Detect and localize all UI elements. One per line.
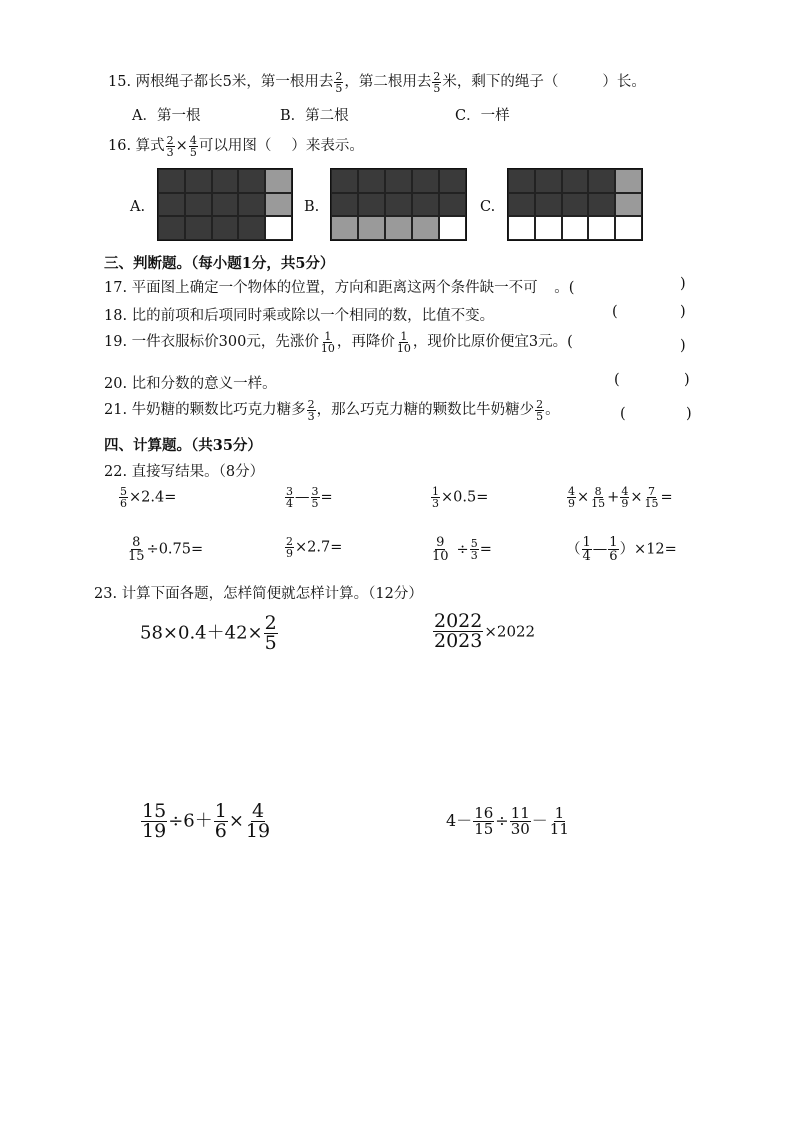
fraction bbox=[307, 399, 316, 422]
operator: = bbox=[320, 489, 333, 506]
fraction bbox=[320, 331, 336, 354]
figure-label-c: C. bbox=[480, 199, 496, 215]
numerator: 9 bbox=[436, 535, 445, 550]
operator: = bbox=[660, 489, 673, 506]
figure-cell-dark bbox=[212, 216, 239, 240]
question-text: 两根绳子都长5米，第一根用去 bbox=[135, 74, 334, 90]
question-18 bbox=[104, 304, 494, 325]
question-22 bbox=[104, 460, 264, 481]
fraction bbox=[264, 614, 278, 653]
numerator: 2 bbox=[536, 397, 544, 411]
figure-cell-grey bbox=[331, 216, 358, 240]
figure-cell-dark bbox=[238, 193, 265, 217]
numerator: 1 bbox=[324, 329, 332, 343]
operator: — bbox=[295, 489, 310, 506]
fraction bbox=[510, 806, 531, 837]
figure-cell-dark bbox=[331, 193, 358, 217]
numerator: 4 bbox=[251, 800, 265, 822]
expr-23-2[interactable] bbox=[432, 612, 535, 651]
fraction bbox=[535, 399, 544, 422]
expr-22-1[interactable] bbox=[118, 486, 176, 509]
fraction bbox=[567, 486, 576, 509]
figure-label-b: B. bbox=[304, 199, 320, 215]
question-text: 米，剩下的绳子（ bbox=[442, 74, 559, 90]
question-number: 20. bbox=[104, 376, 128, 392]
figure-cell-dark bbox=[212, 193, 239, 217]
question-16 bbox=[108, 134, 364, 158]
denominator: 19 bbox=[142, 820, 167, 842]
expression-text: ）×12= bbox=[619, 541, 677, 558]
question-20 bbox=[104, 372, 277, 393]
fraction bbox=[431, 536, 450, 563]
question-number: 15. bbox=[108, 74, 132, 90]
question-text: 平面图上确定一个物体的位置，方向和距离这两个条件缺一不可 bbox=[131, 280, 538, 296]
numerator: 8 bbox=[132, 535, 141, 550]
fraction bbox=[473, 806, 494, 837]
expression-text: ×0.5= bbox=[441, 489, 489, 506]
fraction bbox=[311, 486, 320, 509]
fraction bbox=[245, 802, 271, 841]
denominator: 15 bbox=[644, 497, 659, 510]
question-text: 直接写结果。（8分） bbox=[131, 464, 265, 480]
numerator: 1 bbox=[432, 485, 439, 498]
denominator: 4 bbox=[582, 549, 591, 564]
fraction bbox=[285, 486, 294, 509]
operator: × bbox=[577, 489, 590, 506]
question-text: ）来表示。 bbox=[291, 138, 364, 154]
expr-22-2[interactable] bbox=[284, 486, 333, 509]
expr-22-6[interactable] bbox=[284, 536, 342, 559]
figure-cell-grey bbox=[265, 193, 292, 217]
denominator: 30 bbox=[510, 820, 530, 838]
figure-a[interactable] bbox=[157, 168, 293, 241]
figure-cell-dark bbox=[588, 193, 615, 217]
denominator: 10 bbox=[396, 341, 411, 355]
numerator: 5 bbox=[120, 485, 127, 498]
expr-23-1[interactable] bbox=[140, 614, 279, 653]
answer-open-paren[interactable]: ( bbox=[612, 304, 618, 320]
operator: － bbox=[531, 811, 548, 830]
figure-cell-dark bbox=[535, 169, 562, 193]
question-number: 16. bbox=[108, 138, 132, 154]
question-text: ，那么巧克力糖的颗数比牛奶糖少 bbox=[316, 402, 535, 418]
fraction bbox=[285, 536, 294, 559]
fraction bbox=[141, 802, 167, 841]
figure-cell-dark bbox=[158, 216, 185, 240]
denominator: 3 bbox=[307, 409, 315, 423]
question-text: 牛奶糖的颗数比巧克力糖多 bbox=[131, 402, 306, 418]
fraction bbox=[590, 486, 606, 509]
expr-22-8[interactable] bbox=[566, 536, 677, 563]
figure-cell-dark bbox=[185, 169, 212, 193]
question-text: 。( bbox=[554, 280, 575, 296]
expr-23-4[interactable] bbox=[446, 806, 571, 837]
numerator: 4 bbox=[568, 485, 575, 498]
expression-text: ×2.4= bbox=[129, 489, 177, 506]
figure-cell-dark bbox=[439, 193, 466, 217]
question-number: 19. bbox=[104, 334, 128, 350]
fraction bbox=[334, 71, 343, 94]
expr-22-7[interactable] bbox=[430, 536, 492, 563]
numerator: 1 bbox=[400, 329, 408, 343]
expression-text: ÷6＋ bbox=[168, 810, 213, 832]
numerator: 7 bbox=[647, 485, 655, 498]
denominator: 2023 bbox=[434, 630, 483, 652]
fraction bbox=[396, 331, 412, 354]
operator: × bbox=[630, 489, 643, 506]
figure-cell-dark bbox=[562, 193, 589, 217]
denominator: 15 bbox=[474, 820, 494, 838]
fraction bbox=[643, 486, 659, 509]
option-a[interactable]: A．第一根 bbox=[132, 108, 201, 124]
figure-cell-white bbox=[265, 216, 292, 240]
numerator: 1 bbox=[609, 535, 618, 550]
figure-cell-dark bbox=[238, 216, 265, 240]
denominator: 5 bbox=[264, 632, 277, 654]
expr-22-3[interactable] bbox=[430, 486, 488, 509]
numerator: 3 bbox=[311, 485, 319, 498]
denominator: 4 bbox=[286, 497, 293, 510]
numerator: 2 bbox=[286, 535, 293, 548]
numerator: 4 bbox=[621, 485, 629, 498]
numerator: 3 bbox=[286, 485, 293, 498]
denominator: 3 bbox=[470, 549, 478, 562]
question-text: 一件衣服标价300元，先涨价 bbox=[131, 334, 319, 350]
fraction bbox=[127, 536, 146, 563]
numerator: 1 bbox=[214, 800, 227, 822]
figure-cell-dark bbox=[158, 193, 185, 217]
fraction bbox=[470, 538, 479, 561]
question-text: 可以用图（ bbox=[198, 138, 272, 154]
figure-cell-dark bbox=[238, 169, 265, 193]
expression-text: ÷0.75= bbox=[146, 541, 204, 558]
figure-cell-dark bbox=[212, 169, 239, 193]
figure-cell-dark bbox=[439, 169, 466, 193]
numerator: 5 bbox=[470, 537, 478, 550]
fraction bbox=[582, 536, 592, 563]
figure-cell-dark bbox=[562, 169, 589, 193]
denominator: 9 bbox=[286, 547, 293, 560]
figure-cell-dark bbox=[412, 193, 439, 217]
question-19 bbox=[104, 330, 573, 354]
operator: + bbox=[607, 489, 620, 506]
option-b[interactable]: B．第二根 bbox=[280, 108, 349, 124]
section-4-heading: 四、计算题。（共35分） bbox=[104, 437, 262, 454]
answer-open-paren[interactable]: ( bbox=[620, 406, 626, 422]
expression-text: ×2.7= bbox=[295, 539, 343, 556]
numerator: 2022 bbox=[434, 610, 483, 632]
fraction bbox=[214, 802, 228, 841]
figure-cell-grey bbox=[265, 169, 292, 193]
denominator: 3 bbox=[166, 145, 174, 159]
numerator: 2 bbox=[335, 69, 343, 83]
numerator: 8 bbox=[594, 485, 602, 498]
denominator: 15 bbox=[128, 549, 145, 564]
numerator: 16 bbox=[474, 804, 494, 822]
question-text: ，再降价 bbox=[336, 334, 395, 350]
question-text: 比的前项和后项同时乘或除以一个相同的数，比值不变。 bbox=[131, 308, 495, 324]
figure-cell-white bbox=[615, 216, 642, 240]
numerator: 15 bbox=[142, 800, 167, 822]
operator: × bbox=[175, 138, 188, 154]
denominator: 15 bbox=[591, 497, 606, 510]
figure-cell-grey bbox=[385, 216, 412, 240]
figure-cell-dark bbox=[158, 169, 185, 193]
figure-cell-grey bbox=[615, 169, 642, 193]
question-text: ）长。 bbox=[602, 74, 646, 90]
figure-cell-dark bbox=[358, 193, 385, 217]
figure-cell-dark bbox=[535, 193, 562, 217]
fraction bbox=[608, 536, 618, 563]
figure-cell-dark bbox=[331, 169, 358, 193]
question-23 bbox=[94, 582, 423, 603]
operator: = bbox=[479, 541, 492, 558]
numerator: 2 bbox=[307, 397, 315, 411]
figure-cell-white bbox=[588, 216, 615, 240]
expr-22-5[interactable] bbox=[126, 536, 203, 563]
question-text: 计算下面各题，怎样简便就怎样计算。（12分） bbox=[121, 586, 423, 602]
answer-open-paren[interactable]: ( bbox=[614, 372, 620, 388]
question-number: 17. bbox=[104, 280, 128, 296]
figure-cell-grey bbox=[412, 216, 439, 240]
answer-close-paren[interactable]: ) bbox=[684, 372, 690, 388]
numerator: 2 bbox=[433, 69, 441, 83]
figure-cell-dark bbox=[412, 169, 439, 193]
figure-cell-dark bbox=[508, 169, 535, 193]
question-text: 。 bbox=[545, 402, 560, 418]
fraction bbox=[433, 612, 483, 651]
figure-cell-grey bbox=[615, 193, 642, 217]
question-15 bbox=[108, 70, 646, 94]
numerator: 2 bbox=[166, 133, 174, 147]
operator: × bbox=[228, 810, 244, 832]
denominator: 5 bbox=[335, 81, 343, 95]
figure-c[interactable] bbox=[507, 168, 643, 241]
numerator: 2 bbox=[264, 612, 277, 634]
numerator: 1 bbox=[582, 535, 591, 550]
fraction bbox=[549, 806, 570, 837]
denominator: 10 bbox=[320, 341, 335, 355]
answer-close-paren[interactable]: ) bbox=[686, 406, 692, 422]
denominator: 9 bbox=[568, 497, 575, 510]
denominator: 5 bbox=[189, 145, 197, 159]
section-3-heading: 三、判断题。（每小题1分，共5分） bbox=[104, 255, 335, 272]
expr-23-3[interactable] bbox=[140, 802, 272, 841]
operator: ÷ bbox=[456, 541, 469, 558]
option-c[interactable]: C．一样 bbox=[455, 108, 510, 124]
expression-text: 58×0.4＋42× bbox=[140, 622, 263, 644]
expression-text: ×2022 bbox=[484, 622, 536, 641]
figure-cell-dark bbox=[385, 169, 412, 193]
question-number: 21. bbox=[104, 402, 128, 418]
fraction bbox=[189, 135, 198, 158]
denominator: 11 bbox=[549, 820, 569, 838]
question-text: ，第二根用去 bbox=[344, 74, 432, 90]
question-17 bbox=[104, 276, 574, 297]
denominator: 6 bbox=[214, 820, 227, 842]
fraction bbox=[166, 135, 175, 158]
figure-cell-dark bbox=[588, 169, 615, 193]
answer-close-paren[interactable]: ) bbox=[680, 338, 686, 354]
expression-text: 4－ bbox=[446, 811, 473, 830]
figure-cell-dark bbox=[185, 216, 212, 240]
denominator: 10 bbox=[432, 549, 449, 564]
figure-label-a: A. bbox=[130, 199, 146, 215]
denominator: 5 bbox=[311, 497, 319, 510]
question-number: 18. bbox=[104, 308, 128, 324]
question-text: ，现价比原价便宜3元。( bbox=[412, 334, 573, 350]
denominator: 6 bbox=[120, 497, 127, 510]
denominator: 5 bbox=[433, 81, 441, 95]
figure-cell-dark bbox=[358, 169, 385, 193]
figure-cell-white bbox=[508, 216, 535, 240]
question-number: 22. bbox=[104, 464, 128, 480]
question-text: 比和分数的意义一样。 bbox=[131, 376, 277, 392]
numerator: 1 bbox=[554, 804, 565, 822]
fraction bbox=[431, 486, 440, 509]
numerator: 4 bbox=[189, 133, 197, 147]
figure-cell-white bbox=[439, 216, 466, 240]
fraction bbox=[620, 486, 629, 509]
operator: （ bbox=[566, 541, 581, 558]
denominator: 3 bbox=[432, 497, 439, 510]
figure-cell-white bbox=[535, 216, 562, 240]
operator: — bbox=[592, 541, 608, 558]
answer-close-paren[interactable]: ) bbox=[680, 276, 686, 292]
figure-cell-grey bbox=[358, 216, 385, 240]
question-number: 23. bbox=[94, 586, 118, 602]
figure-cell-dark bbox=[185, 193, 212, 217]
fraction bbox=[432, 71, 441, 94]
expr-22-4[interactable] bbox=[566, 486, 673, 509]
question-21 bbox=[104, 398, 560, 422]
numerator: 11 bbox=[510, 804, 530, 822]
figure-cell-dark bbox=[385, 193, 412, 217]
operator: ÷ bbox=[495, 811, 509, 830]
denominator: 9 bbox=[621, 497, 629, 510]
answer-close-paren[interactable]: ) bbox=[680, 304, 686, 320]
figure-cell-white bbox=[562, 216, 589, 240]
denominator: 6 bbox=[609, 549, 618, 564]
denominator: 19 bbox=[245, 820, 271, 842]
figure-cell-dark bbox=[508, 193, 535, 217]
fraction bbox=[119, 486, 128, 509]
denominator: 5 bbox=[536, 409, 544, 423]
question-text: 算式 bbox=[135, 138, 165, 154]
figure-b[interactable] bbox=[330, 168, 467, 241]
